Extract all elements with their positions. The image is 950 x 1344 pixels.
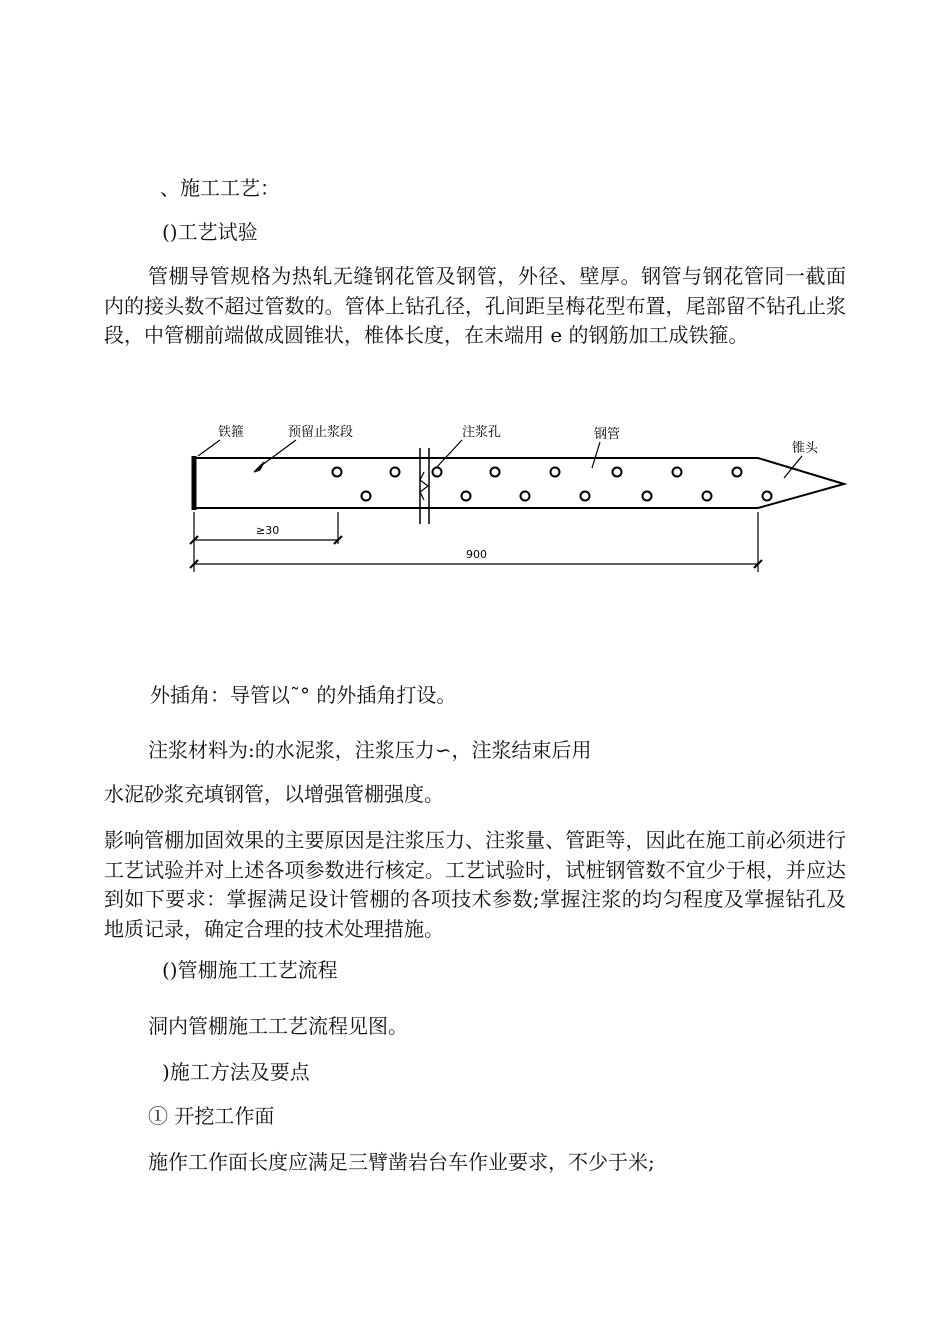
subheading-process-trial: ()工艺试验 xyxy=(162,220,258,244)
label-steel-pipe: 钢管 xyxy=(594,427,621,442)
pipe-roof-diagram xyxy=(180,412,860,590)
paragraph-pipe-spec: 管棚导管规格为热轧无缝钢花管及钢管，外径、壁厚。钢管与钢花管同一截面内的接头数不超过管数的。管体上钻孔径，孔间距呈梅花型布置，尾部留不钻孔止浆段，中管棚前端做成圆锥状，椎体长度，在末端用 e 的钢筋加工成铁箍。 xyxy=(104,264,846,347)
subheading-method: )施工方法及要点 xyxy=(162,1060,310,1084)
line-insertion-angle: 外插角：导管以˜° 的外插角打设。 xyxy=(150,683,457,707)
line-flow-reference: 洞内管棚施工工艺流程见图。 xyxy=(148,1014,408,1038)
grout-hole xyxy=(613,468,622,477)
grout-hole xyxy=(362,492,371,501)
grout-hole xyxy=(433,468,442,477)
grout-hole xyxy=(521,492,530,501)
grout-hole xyxy=(733,468,742,477)
leader-steel-pipe xyxy=(592,442,600,468)
grout-hole xyxy=(391,468,400,477)
label-reserved-segment: 预留止浆段 xyxy=(288,425,354,440)
label-cone-head: 锥头 xyxy=(792,441,819,456)
cone-tip xyxy=(758,458,844,508)
paragraph-influence-factors: 影响管棚加固效果的主要原因是注浆压力、注浆量、管距等，因此在施工前必须进行工艺试验并对上述各项参数进行核定。工艺试验时，试桩钢管数不宜少于根，并应达到如下要求：掌握满足设计管棚的各项技术参数;掌握注浆的均匀程度及掌握钻孔及地质记录，确定合理的技术处理措施。 xyxy=(104,828,846,941)
grout-hole xyxy=(551,468,560,477)
line-grout-material: 注浆材料为:的水泥浆，注浆压力∽，注浆结束后用 xyxy=(148,738,592,762)
grout-hole xyxy=(763,492,772,501)
dim-label-reserved: ≥30 xyxy=(256,524,280,537)
grout-hole xyxy=(581,492,590,501)
grout-hole xyxy=(673,468,682,477)
grout-hole xyxy=(333,468,342,477)
line-mortar-fill: 水泥砂浆充填钢管，以增强管棚强度。 xyxy=(104,782,444,806)
grout-hole xyxy=(462,492,471,501)
subheading-process-flow: ()管棚施工工艺流程 xyxy=(162,958,338,982)
line-face-length: 施作工作面长度应满足三臂凿岩台车作业要求，不少于米; xyxy=(148,1150,655,1174)
break-zigzag xyxy=(420,472,428,500)
grout-hole xyxy=(703,492,712,501)
leader-hoop xyxy=(198,440,220,456)
label-hoop: 铁箍 xyxy=(218,425,245,440)
label-grout-hole: 注浆孔 xyxy=(462,425,502,440)
section-heading: 、施工工艺： xyxy=(160,176,280,200)
leader-reserved-arrow xyxy=(254,462,264,472)
dim-label-total: 900 xyxy=(466,548,487,561)
grout-hole xyxy=(491,468,500,477)
leader-grout-hole xyxy=(436,440,462,468)
grout-hole xyxy=(643,492,652,501)
list-item-excavate-face: ① 开挖工作面 xyxy=(148,1104,275,1128)
